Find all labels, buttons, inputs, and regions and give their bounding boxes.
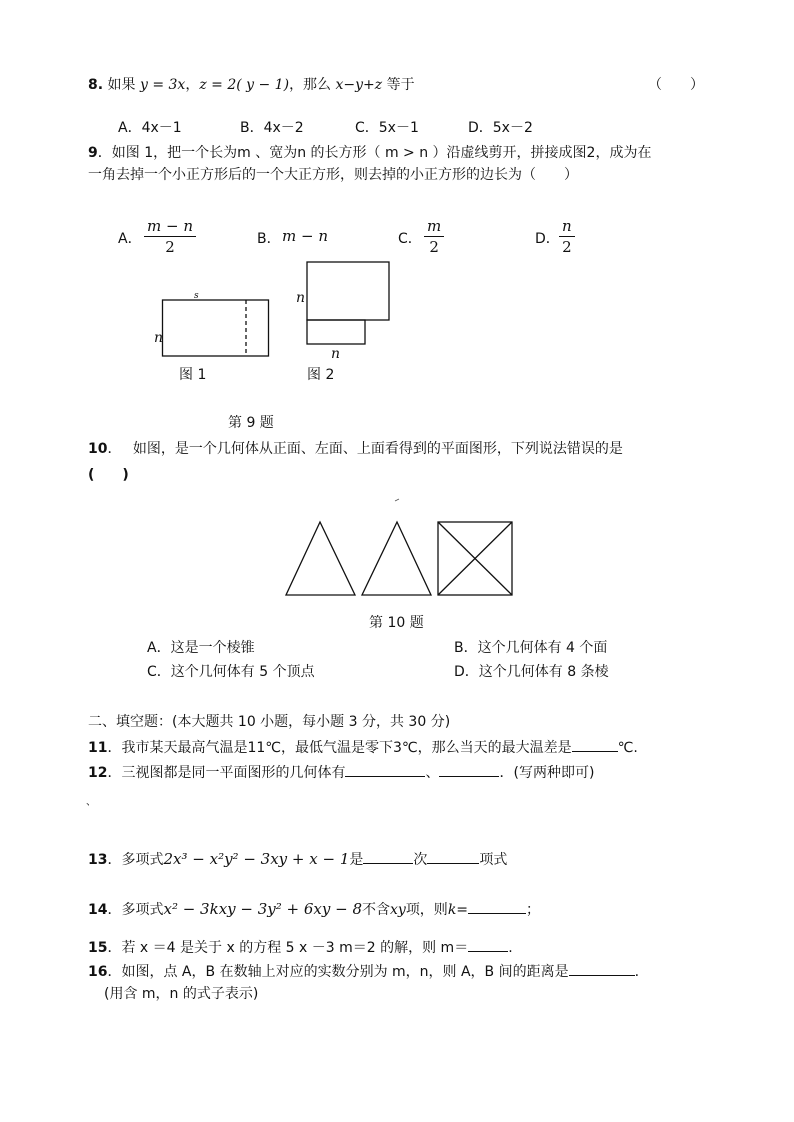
fig2-side-label: n [296, 290, 306, 306]
q12-answer-blank-1[interactable] [345, 762, 425, 777]
q8-prefix: 如果 [107, 77, 136, 93]
q9-option-b-label: B． [257, 231, 281, 247]
q9-option-c-denominator: 2 [429, 238, 439, 256]
q9-option-d-fraction [559, 216, 575, 257]
q10-number: 10 [88, 441, 108, 457]
q9-text-line1: ．如图 1，把一个长为m 、宽为n 的长方形（ m > n ）沿虚线剪开，拼接成图2，成为在 [97, 145, 652, 161]
q16-text: ．如图，点 A，B 在数轴上对应的实数分别为 m，n，则 A，B 间的距离是 [107, 964, 569, 980]
q8-option-a: A．4x－1 [118, 120, 182, 136]
q14-k: k= [447, 902, 469, 918]
q10-option-c: C．这个几何体有 5 个顶点 [147, 664, 315, 680]
q8-middle: ，那么 [289, 77, 332, 93]
q11-unit: ℃. [617, 740, 638, 756]
q9-option-d-denominator: 2 [562, 238, 572, 256]
q9-option-b-expr: m − n [282, 227, 328, 245]
q9-figure-1-caption: 图 1 [179, 367, 207, 383]
q9-option-c-fraction [424, 216, 444, 257]
q9-option-a-fraction [144, 216, 196, 257]
q12-sep: 、 [425, 765, 440, 781]
q10-option-b: B．这个几何体有 4 个面 [454, 640, 608, 656]
front-view-triangle [286, 522, 355, 595]
left-view-triangle [362, 522, 431, 595]
q9-option-a-denominator: 2 [165, 238, 175, 256]
q15-number: 15 [88, 940, 108, 956]
q10-option-a: A．这是一个棱锥 [147, 640, 255, 656]
fig1-top-label: s [194, 291, 199, 301]
q15-line [88, 937, 513, 957]
q8-expr-y: y = 3x [139, 77, 186, 93]
q9-option-c-label: C． [398, 231, 422, 247]
q12-line [88, 762, 594, 782]
q10-small-mark [395, 498, 401, 502]
q11-number: 11 [88, 740, 108, 756]
q13-expression: 2x³ − x²y² − 3xy + x − 1 [163, 850, 350, 868]
section2-header: 二、填空题：(本大题共 10 小题，每小题 3 分，共 30 分) [88, 714, 451, 730]
q9-line1 [88, 144, 651, 162]
q14-prefix: ．多项式 [107, 902, 164, 918]
q8-option-d: D．5x－2 [468, 120, 533, 136]
q16-number: 16 [88, 964, 108, 980]
q14-mid2: 项，则 [405, 902, 448, 918]
q8-option-c: C．5x－1 [355, 120, 419, 136]
q9-number: 9 [88, 145, 98, 161]
q13-prefix: ．多项式 [107, 852, 164, 868]
q15-tail: . [508, 940, 513, 956]
q16-answer-blank[interactable] [569, 961, 635, 976]
q9-line2: 一角去掉一个小正方形后的一个大正方形，则去掉的小正方形的边长为（ ） [88, 167, 578, 183]
q10-caption: 第 10 题 [369, 615, 424, 631]
q9-figure-2-caption: 图 2 [307, 367, 335, 383]
q12-tail: ．(写两种即可) [499, 765, 595, 781]
q13-line [88, 849, 507, 869]
q14-number: 14 [88, 902, 108, 918]
fig2-bottom-strip [307, 320, 365, 344]
q11-line [88, 737, 638, 757]
q9-option-a-numerator: m − n [144, 216, 196, 237]
q8-number: 8. [88, 77, 104, 93]
q12-answer-blank-2[interactable] [439, 762, 499, 777]
q12-stray-mark: 、 [86, 797, 96, 808]
q14-tail: ； [526, 902, 541, 918]
q12-text: ．三视图都是同一平面图形的几何体有 [107, 765, 346, 781]
q8-expr-z: z = 2( y − 1) [199, 77, 290, 93]
q8-answer-paren: （ ） [648, 77, 704, 93]
q10-answer-paren: ( ) [88, 467, 129, 483]
q13-mid1: 是 [349, 852, 364, 868]
fig1-rectangle [163, 300, 269, 356]
q9-option-c-numerator: m [424, 216, 444, 237]
q16-tail: . [634, 964, 640, 980]
q9-figure-1 [162, 296, 282, 360]
q9-option-d-label: D． [535, 231, 560, 247]
q9-option-d-numerator: n [559, 216, 575, 237]
q13-number: 13 [88, 852, 108, 868]
q10-option-d: D．这个几何体有 8 条棱 [454, 664, 609, 680]
q13-answer-blank-terms[interactable] [427, 849, 479, 864]
q16-line2: (用含 m，n 的式子表示) [104, 986, 259, 1002]
q10-text: ． 如图，是一个几何体从正面、左面、上面看得到的平面图形，下列说法错误的是 [107, 441, 623, 457]
q8-option-b: B．4x－2 [240, 120, 304, 136]
q14-mid: 不含 [362, 902, 390, 918]
fig2-bottom-label: n [331, 346, 341, 362]
q13-tail: 项式 [479, 852, 508, 868]
q8-sep: ， [185, 77, 200, 93]
q12-number: 12 [88, 765, 108, 781]
q9-caption: 第 9 题 [228, 415, 274, 431]
q14-expression: x² − 3kxy − 3y² + 6xy − 8 [163, 900, 362, 918]
q11-text: ．我市某天最高气温是11℃，最低气温是零下3℃，那么当天的最大温差是 [107, 740, 572, 756]
q8-target: x−y+z [335, 77, 383, 93]
q9-figure-2 [306, 260, 396, 346]
q10-three-views [285, 520, 525, 600]
q9-option-a-label: A． [118, 231, 142, 247]
q14-xy: xy [390, 902, 406, 918]
q15-text: ．若 x ＝4 是关于 x 的方程 5 x －3 m＝2 的解，则 m＝ [107, 940, 469, 956]
q8-line [88, 76, 415, 94]
q8-suffix: 等于 [386, 77, 415, 93]
q10-line [88, 440, 623, 458]
q14-line [88, 899, 540, 919]
q13-answer-blank-degree[interactable] [363, 849, 413, 864]
fig2-large-square [307, 262, 389, 320]
fig1-side-label: n [154, 330, 164, 346]
q16-line1 [88, 961, 639, 981]
q11-answer-blank[interactable] [572, 737, 618, 752]
q15-answer-blank[interactable] [468, 937, 508, 952]
q14-answer-blank[interactable] [468, 899, 526, 914]
q13-mid2: 次 [413, 852, 428, 868]
